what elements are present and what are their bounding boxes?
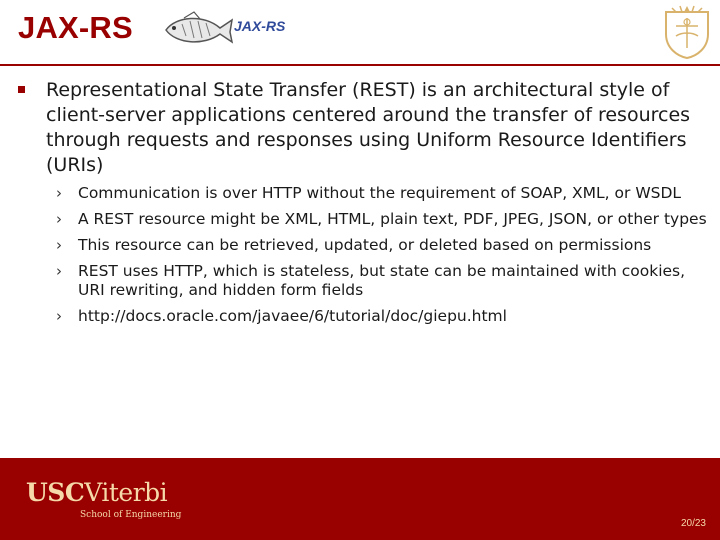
list-item (56, 236, 708, 255)
reference-link[interactable]: http://docs.oracle.com/javaee/6/tutorial/doc/giepu.html (78, 307, 507, 325)
chevron-right-icon: › (56, 236, 62, 254)
sub-bullet-text: REST uses HTTP, which is stateless, but state can be maintained with cookies, URI rewriting, and hidden form fields (78, 262, 686, 299)
sub-bullet-text: Communication is over HTTP without the requirement of SOAP, XML, or WSDL (78, 184, 682, 202)
page-number: 20/23 (680, 518, 706, 529)
chevron-right-icon: › (56, 184, 62, 202)
list-item (56, 262, 708, 300)
fish-icon (160, 10, 234, 50)
sub-bullet-list (18, 184, 708, 326)
slide-title: JAX-RS (18, 10, 133, 45)
jaxrs-logo (160, 10, 295, 50)
usc-seal-icon (662, 4, 712, 60)
logo-text: JAX-RS (234, 18, 286, 34)
header-divider (0, 64, 720, 66)
usc-viterbi-logo (26, 478, 167, 507)
viterbi-wordmark: Viterbi (84, 478, 168, 507)
slide-content (18, 78, 708, 333)
list-item (56, 210, 708, 229)
usc-wordmark: USC (26, 478, 85, 507)
square-bullet-icon (18, 86, 25, 93)
sub-bullet-text: A REST resource might be XML, HTML, plain text, PDF, JPEG, JSON, or other types (78, 210, 707, 228)
sub-bullet-text: This resource can be retrieved, updated, or deleted based on permissions (78, 236, 652, 254)
main-bullet (18, 78, 708, 178)
school-name: School of Engineering (80, 510, 182, 520)
main-bullet-text: Representational State Transfer (REST) is an architectural style of client-server applications centered around the transfer of resources through requests and responses using Uniform Resource Identifiers (URIs) (46, 79, 691, 176)
chevron-right-icon: › (56, 307, 62, 325)
list-item (56, 307, 708, 326)
chevron-right-icon: › (56, 210, 62, 228)
list-item (56, 184, 708, 203)
footer-bar (0, 458, 720, 540)
chevron-right-icon: › (56, 262, 62, 280)
